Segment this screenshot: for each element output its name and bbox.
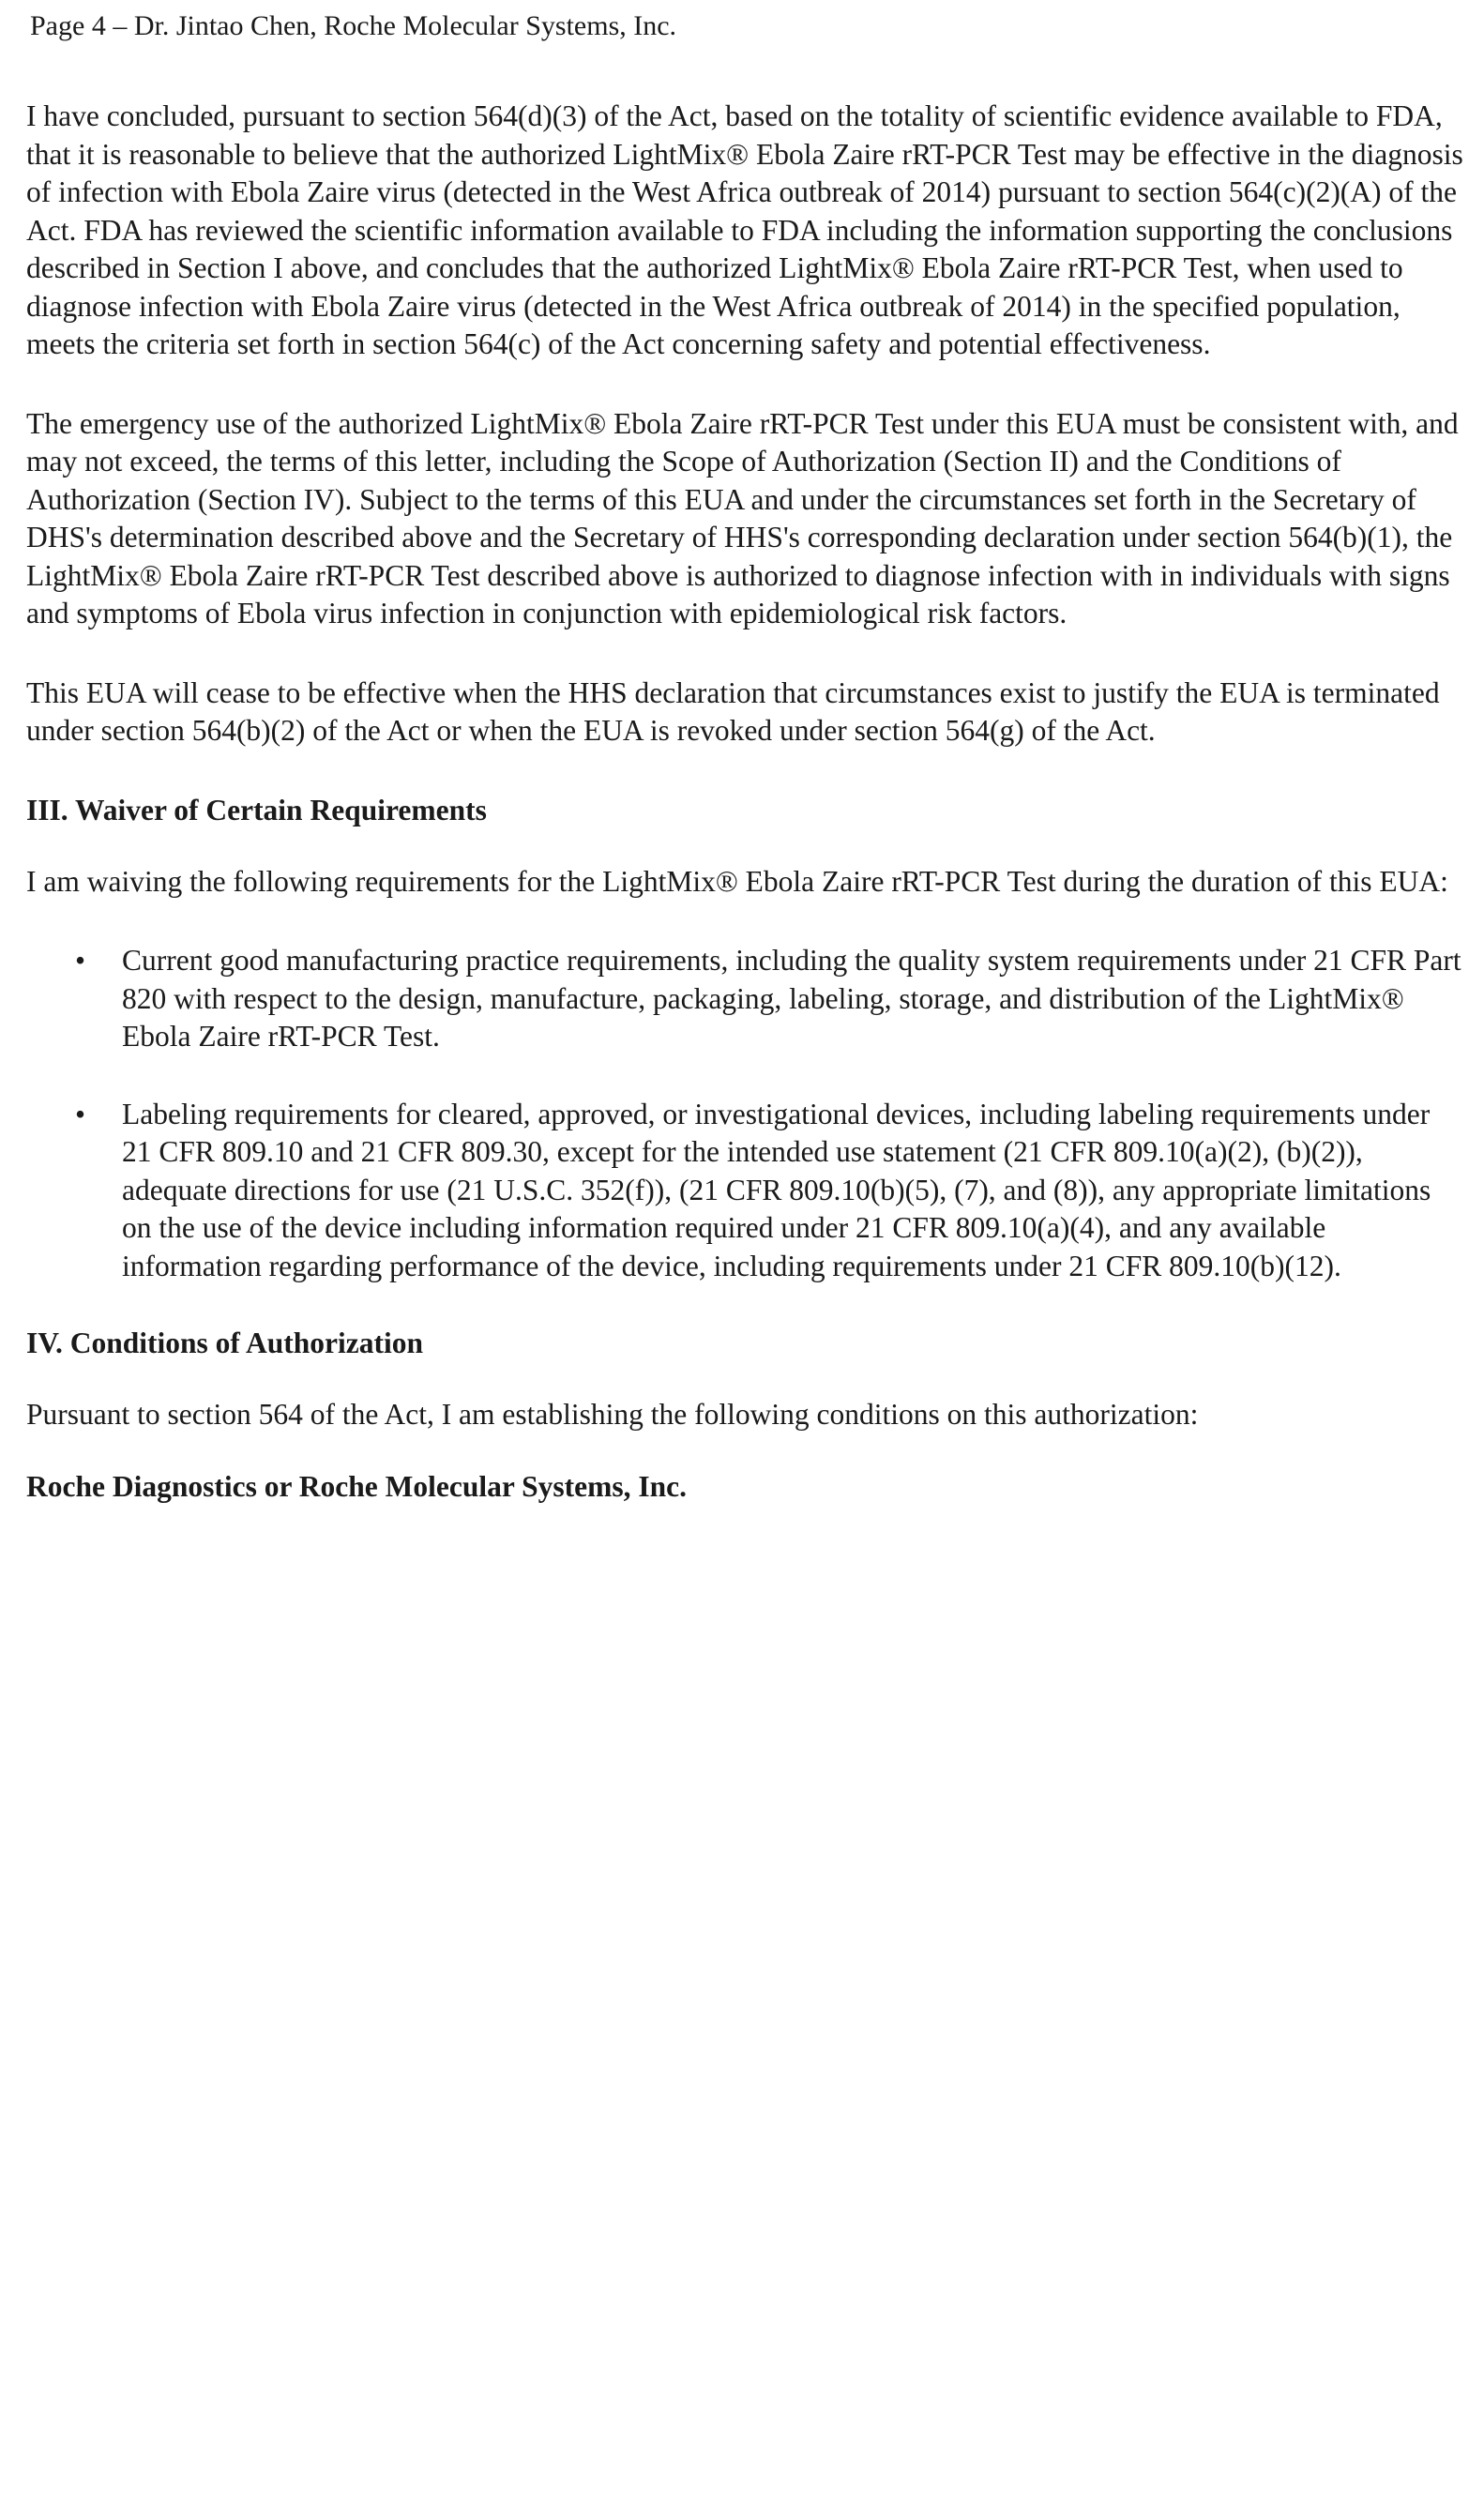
bullet-icon: •	[75, 944, 86, 977]
section-iii-heading: III. Waiver of Certain Requirements	[26, 793, 487, 826]
roche-subheading: Roche Diagnostics or Roche Molecular Systems, Inc.	[26, 1469, 688, 1503]
paragraph-emergency-use: The emergency use of the authorized LightMix® Ebola Zaire rRT-PCR Test under this EUA must be consistent with, and may not exceed, the terms of this letter, including the Scope of Authorization (Section II) and the Conditions of Authorization (Section IV). Subject to the terms of this EUA and under the circumstances set forth in the Secretary of DHS's determination described above and the Secretary of HHS's corresponding declaration under section 564(b)(1), the LightMix® Ebola Zaire rRT-PCR Test described above is authorized to diagnose infection with in individuals with signs and symptoms of Ebola virus infection in conjunction with epidemiological risk factors.	[26, 406, 1459, 629]
list-item	[26, 942, 1465, 1056]
section-iii-intro: I am waiving the following requirements for the LightMix® Ebola Zaire rRT-PCR Test during the duration of this EUA:	[26, 864, 1448, 898]
bullet-icon: •	[75, 1097, 86, 1130]
waiver-list	[26, 942, 1465, 1285]
page-header: Page 4 – Dr. Jintao Chen, Roche Molecular Systems, Inc.	[30, 10, 677, 41]
paragraph-conclusion: I have concluded, pursuant to section 564(d)(3) of the Act, based on the totality of scientific evidence available to FDA, that it is reasonable to believe that the authorized LightMix® Ebola Zaire rRT-PCR Test may be effective in the diagnosis of infection with Ebola Zaire virus (detected in the West Africa outbreak of 2014) pursuant to section 564(c)(2)(A) of the Act. FDA has reviewed the scientific information available to FDA including the information supporting the conclusions described in Section I above, and concludes that the authorized LightMix® Ebola Zaire rRT-PCR Test, when used to diagnose infection with Ebola Zaire virus (detected in the West Africa outbreak of 2014) in the specified population, meets the criteria set forth in section 564(c) of the Act concerning safety and potential effectiveness.	[26, 99, 1463, 360]
section-iv-heading: IV. Conditions of Authorization	[26, 1327, 424, 1359]
section-iv-intro: Pursuant to section 564 of the Act, I am establishing the following conditions on this authorization:	[26, 1398, 1199, 1431]
list-item	[26, 1096, 1465, 1286]
paragraph-cessation: This EUA will cease to be effective when the HHS declaration that circumstances exist to justify the EUA is terminated under section 564(b)(2) of the Act or when the EUA is revoked under section 564(g) of the Act.	[26, 675, 1440, 747]
list-item-text: Current good manufacturing practice requirements, including the quality system requirements under 21 CFR Part 820 with respect to the design, manufacture, packaging, labeling, storage, and distribution of the LightMix® Ebola Zaire rRT-PCR Test.	[122, 944, 1461, 1053]
list-item-text: Labeling requirements for cleared, approved, or investigational devices, including labeling requirements under 21 CFR 809.10 and 21 CFR 809.30, except for the intended use statement (21 CFR 809.10(a)(2), (b)(2)), adequate directions for use (21 U.S.C. 352(f)), (21 CFR 809.10(b)(5), (7), and (8)), any appropriate limitations on the use of the device including information required under 21 CFR 809.10(a)(4), and any available information regarding performance of the device, including requirements under 21 CFR 809.10(b)(12).	[122, 1097, 1431, 1282]
